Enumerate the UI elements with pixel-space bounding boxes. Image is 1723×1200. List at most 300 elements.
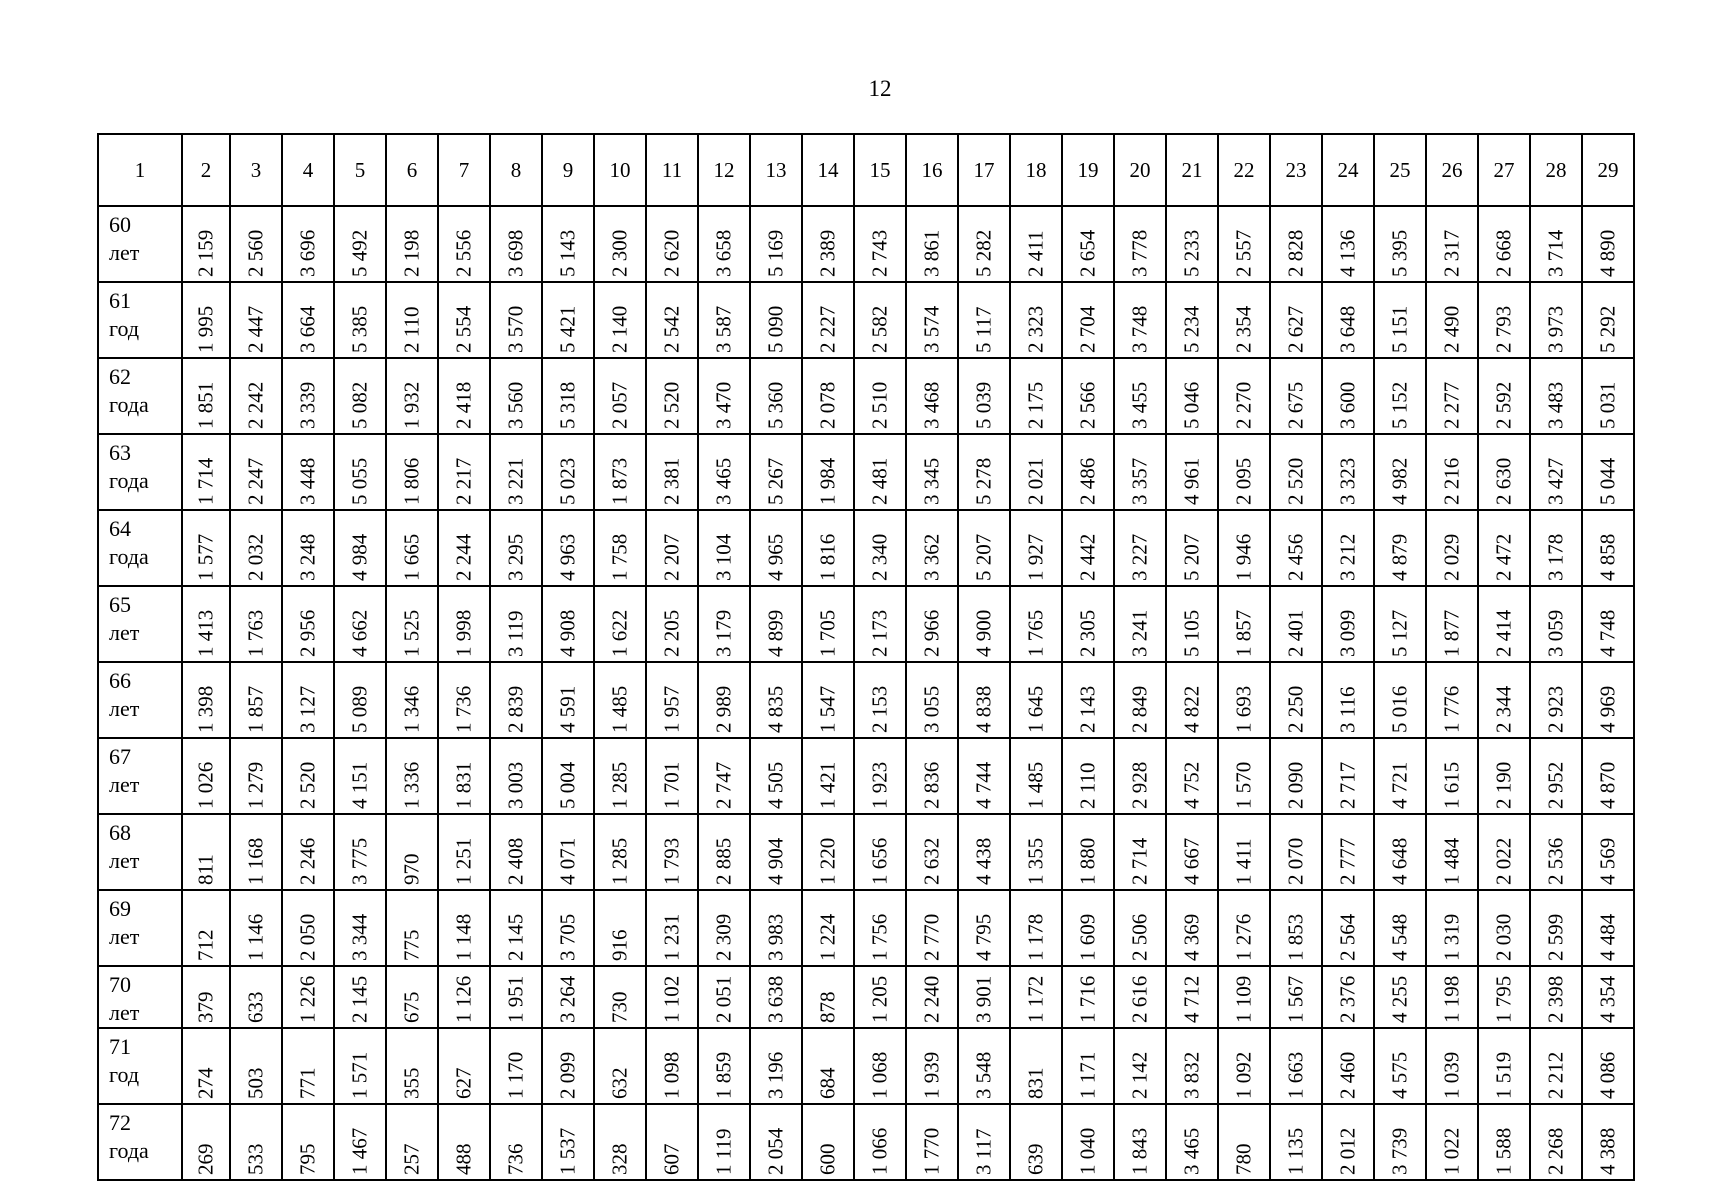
cell-value: 2 885: [711, 837, 736, 885]
table-cell: [334, 966, 386, 1028]
table-cell: [230, 434, 282, 510]
table-cell: [542, 738, 594, 814]
table-cell: [1530, 206, 1582, 282]
cell-value: 5 090: [763, 305, 788, 353]
table-cell: [802, 662, 854, 738]
table-cell: [906, 282, 958, 358]
table-cell: [802, 738, 854, 814]
cell-value: 712: [193, 929, 218, 961]
age-label: [98, 510, 182, 586]
table-cell: [802, 282, 854, 358]
table-cell: [1010, 358, 1062, 434]
table-cell: [594, 586, 646, 662]
cell-value: 3 227: [1127, 533, 1152, 581]
table-cell: [386, 206, 438, 282]
table-cell: [1114, 282, 1166, 358]
cell-value: 780: [1231, 1143, 1256, 1175]
cell-value: 2 323: [1023, 305, 1048, 353]
table-cell: [1062, 206, 1114, 282]
cell-value: 3 345: [919, 457, 944, 505]
cell-value: 1 355: [1023, 837, 1048, 885]
cell-value: 4 255: [1387, 975, 1412, 1023]
table-cell: [906, 1104, 958, 1180]
cell-value: 878: [815, 991, 840, 1023]
table-cell: [1270, 1028, 1322, 1104]
cell-value: 2 205: [659, 609, 684, 657]
table-cell: [230, 358, 282, 434]
cell-value: 2 143: [1075, 685, 1100, 733]
cell-value: 5 031: [1595, 381, 1620, 429]
cell-value: 1 109: [1231, 975, 1256, 1023]
table-cell: [958, 890, 1010, 966]
cell-value: 3 465: [711, 457, 736, 505]
table-cell: [646, 814, 698, 890]
table-cell: [1582, 1104, 1634, 1180]
cell-value: 1 763: [243, 609, 268, 657]
table-cell: [854, 434, 906, 510]
table-cell: [282, 662, 334, 738]
cell-value: 2 566: [1075, 381, 1100, 429]
table-cell: [1166, 1028, 1218, 1104]
table-cell: [182, 814, 230, 890]
cell-value: 1 039: [1439, 1051, 1464, 1099]
cell-value: 3 832: [1179, 1051, 1204, 1099]
cell-value: 2 217: [451, 457, 476, 505]
cell-value: 1 927: [1023, 533, 1048, 581]
column-header-8: 8: [490, 134, 542, 206]
cell-value: 2 408: [503, 837, 528, 885]
table-cell: [1374, 738, 1426, 814]
age-unit: год: [109, 316, 140, 341]
cell-value: 1 984: [815, 457, 840, 505]
cell-value: 4 548: [1387, 913, 1412, 961]
table-cell: [1114, 738, 1166, 814]
header-row: [98, 134, 1634, 206]
table-row: [98, 282, 1634, 358]
cell-value: 2 675: [1283, 381, 1308, 429]
column-header-1: 1: [98, 134, 182, 206]
cell-value: 4 354: [1595, 975, 1620, 1023]
cell-value: 5 234: [1179, 305, 1204, 353]
cell-value: 2 542: [659, 305, 684, 353]
cell-value: 2 632: [919, 837, 944, 885]
cell-value: 2 714: [1127, 837, 1152, 885]
column-header-15: 15: [854, 134, 906, 206]
table-cell: [1114, 434, 1166, 510]
table-cell: [334, 738, 386, 814]
cell-value: 5 282: [971, 229, 996, 277]
table-cell: [230, 814, 282, 890]
cell-value: 2 743: [867, 229, 892, 277]
table-cell: [1010, 434, 1062, 510]
cell-value: 1 567: [1283, 975, 1308, 1023]
table-cell: [182, 1028, 230, 1104]
table-cell: [282, 586, 334, 662]
table-cell: [1166, 890, 1218, 966]
table-cell: [750, 586, 802, 662]
age-label: [98, 814, 182, 890]
cell-value: 1 319: [1439, 913, 1464, 961]
table-cell: [438, 890, 490, 966]
table-cell: [334, 814, 386, 890]
cell-value: 1 102: [659, 975, 684, 1023]
cell-value: 1 022: [1439, 1127, 1464, 1175]
table-cell: [1322, 662, 1374, 738]
table-cell: [334, 890, 386, 966]
table-row: [98, 434, 1634, 510]
table-cell: [1010, 282, 1062, 358]
cell-value: 1 622: [607, 609, 632, 657]
cell-value: 5 169: [763, 229, 788, 277]
cell-value: 2 770: [919, 913, 944, 961]
cell-value: 1 816: [815, 533, 840, 581]
cell-value: 2 989: [711, 685, 736, 733]
column-header-7: 7: [438, 134, 490, 206]
cell-value: 1 525: [399, 609, 424, 657]
table-cell: [854, 586, 906, 662]
table-cell: [698, 1104, 750, 1180]
cell-value: 5 117: [971, 306, 996, 353]
table-cell: [646, 282, 698, 358]
cell-value: 3 748: [1127, 305, 1152, 353]
table-cell: [1426, 662, 1478, 738]
table-cell: [646, 966, 698, 1028]
cell-value: 2 460: [1335, 1051, 1360, 1099]
table-cell: [1062, 586, 1114, 662]
cell-value: 795: [295, 1143, 320, 1175]
table-cell: [490, 510, 542, 586]
table-cell: [542, 1104, 594, 1180]
table-cell: [854, 814, 906, 890]
cell-value: 2 145: [503, 913, 528, 961]
table-cell: [1270, 206, 1322, 282]
column-header-22: 22: [1218, 134, 1270, 206]
table-cell: [1062, 738, 1114, 814]
column-header-14: 14: [802, 134, 854, 206]
cell-value: 1 519: [1491, 1051, 1516, 1099]
cell-value: 3 455: [1127, 381, 1152, 429]
table-cell: [282, 738, 334, 814]
table-cell: [1374, 510, 1426, 586]
column-header-4: 4: [282, 134, 334, 206]
table-cell: [646, 1028, 698, 1104]
table-cell: [490, 282, 542, 358]
cell-value: 3 003: [503, 761, 528, 809]
table-cell: [1478, 358, 1530, 434]
cell-value: 3 104: [711, 533, 736, 581]
cell-value: 2 564: [1335, 913, 1360, 961]
table-cell: [1322, 586, 1374, 662]
table-cell: [1426, 434, 1478, 510]
cell-value: 1 716: [1075, 975, 1100, 1023]
cell-value: 1 026: [193, 761, 218, 809]
age-unit: лет: [109, 696, 140, 721]
table-cell: [906, 1028, 958, 1104]
table-cell: [1374, 434, 1426, 510]
cell-value: 1 765: [1023, 609, 1048, 657]
table-cell: [438, 206, 490, 282]
table-cell: [1270, 662, 1322, 738]
age-value: 67: [109, 744, 131, 769]
table-cell: [1478, 966, 1530, 1028]
table-cell: [854, 206, 906, 282]
cell-value: 2 556: [451, 229, 476, 277]
table-cell: [386, 890, 438, 966]
cell-value: 2 717: [1335, 761, 1360, 809]
cell-value: 5 089: [347, 685, 372, 733]
table-cell: [698, 890, 750, 966]
table-cell: [1426, 966, 1478, 1028]
cell-value: 355: [399, 1067, 424, 1099]
table-cell: [1010, 206, 1062, 282]
cell-value: 2 070: [1283, 837, 1308, 885]
cell-value: 1 663: [1283, 1051, 1308, 1099]
table-cell: [334, 662, 386, 738]
age-unit: лет: [109, 620, 140, 645]
cell-value: 2 506: [1127, 913, 1152, 961]
table-cell: [1478, 282, 1530, 358]
table-row: [98, 510, 1634, 586]
table-cell: [1270, 1104, 1322, 1180]
cell-value: 639: [1023, 1143, 1048, 1175]
cell-value: 970: [399, 853, 424, 885]
cell-value: 5 055: [347, 457, 372, 505]
cell-value: 503: [243, 1067, 268, 1099]
table-cell: [386, 1028, 438, 1104]
cell-value: 4 369: [1179, 913, 1204, 961]
table-cell: [1530, 814, 1582, 890]
cell-value: 736: [503, 1143, 528, 1175]
cell-value: 1 995: [193, 305, 218, 353]
table-cell: [958, 738, 1010, 814]
cell-value: 1 205: [867, 975, 892, 1023]
table-cell: [1426, 358, 1478, 434]
column-header-3: 3: [230, 134, 282, 206]
table-cell: [1582, 738, 1634, 814]
cell-value: 632: [607, 1067, 632, 1099]
cell-value: 2 110: [399, 306, 424, 353]
cell-value: 2 145: [347, 975, 372, 1023]
cell-value: 4 870: [1595, 761, 1620, 809]
cell-value: 5 044: [1595, 457, 1620, 505]
cell-value: 2 381: [659, 457, 684, 505]
cell-value: 2 592: [1491, 381, 1516, 429]
column-header-29: 29: [1582, 134, 1634, 206]
cell-value: 1 853: [1283, 913, 1308, 961]
table-cell: [1166, 966, 1218, 1028]
table-cell: [1374, 890, 1426, 966]
table-cell: [854, 662, 906, 738]
table-cell: [230, 282, 282, 358]
column-header-18: 18: [1010, 134, 1062, 206]
table-cell: [182, 890, 230, 966]
cell-value: 2 242: [243, 381, 268, 429]
table-cell: [1582, 1028, 1634, 1104]
cell-value: 4 965: [763, 533, 788, 581]
cell-value: 2 828: [1283, 229, 1308, 277]
table-cell: [1582, 662, 1634, 738]
table-cell: [1478, 1028, 1530, 1104]
cell-value: 3 264: [555, 975, 580, 1023]
cell-value: 4 858: [1595, 533, 1620, 581]
cell-value: 3 357: [1127, 457, 1152, 505]
cell-value: 1 224: [815, 913, 840, 961]
cell-value: 2 207: [659, 533, 684, 581]
table-cell: [182, 738, 230, 814]
table-cell: [386, 510, 438, 586]
table-cell: [958, 282, 1010, 358]
table-cell: [386, 282, 438, 358]
cell-value: 1 756: [867, 913, 892, 961]
table-cell: [1166, 206, 1218, 282]
column-header-16: 16: [906, 134, 958, 206]
cell-value: 2 560: [243, 229, 268, 277]
table-cell: [334, 358, 386, 434]
cell-value: 675: [399, 991, 424, 1023]
cell-value: 3 465: [1179, 1127, 1204, 1175]
table-cell: [698, 434, 750, 510]
cell-value: 4 982: [1387, 457, 1412, 505]
cell-value: 2 246: [295, 837, 320, 885]
cell-value: 2 153: [867, 685, 892, 733]
cell-value: 1 877: [1439, 609, 1464, 657]
cell-value: 2 300: [607, 229, 632, 277]
cell-value: 1 231: [659, 913, 684, 961]
table-cell: [282, 358, 334, 434]
column-header-17: 17: [958, 134, 1010, 206]
cell-value: 2 354: [1231, 305, 1256, 353]
table-cell: [958, 662, 1010, 738]
table-cell: [802, 966, 854, 1028]
table-cell: [1374, 282, 1426, 358]
table-cell: [1218, 358, 1270, 434]
table-cell: [1010, 966, 1062, 1028]
cell-value: 2 582: [867, 305, 892, 353]
table-cell: [698, 358, 750, 434]
table-cell: [1218, 814, 1270, 890]
cell-value: 5 127: [1387, 609, 1412, 657]
table-cell: [542, 662, 594, 738]
table-cell: [386, 434, 438, 510]
table-cell: [802, 206, 854, 282]
table-cell: [490, 1104, 542, 1180]
age-unit: год: [109, 1062, 140, 1087]
table-cell: [646, 358, 698, 434]
cell-value: 2 414: [1491, 609, 1516, 657]
column-header-12: 12: [698, 134, 750, 206]
table-cell: [230, 738, 282, 814]
column-header-27: 27: [1478, 134, 1530, 206]
table-cell: [698, 738, 750, 814]
table-cell: [958, 966, 1010, 1028]
table-cell: [906, 510, 958, 586]
table-cell: [1530, 510, 1582, 586]
cell-value: 2 376: [1335, 975, 1360, 1023]
cell-value: 4 569: [1595, 837, 1620, 885]
table-cell: [438, 358, 490, 434]
cell-value: 2 022: [1491, 837, 1516, 885]
table-cell: [594, 510, 646, 586]
cell-value: 775: [399, 929, 424, 961]
cell-value: 1 285: [607, 837, 632, 885]
cell-value: 2 389: [815, 229, 840, 277]
table-cell: [1322, 206, 1374, 282]
table-cell: [594, 662, 646, 738]
cell-value: 2 836: [919, 761, 944, 809]
age-label: [98, 586, 182, 662]
table-cell: [594, 1104, 646, 1180]
table-cell: [958, 1104, 1010, 1180]
table-cell: [1270, 966, 1322, 1028]
cell-value: 3 059: [1543, 609, 1568, 657]
table-cell: [646, 206, 698, 282]
table-cell: [282, 890, 334, 966]
cell-value: 5 421: [555, 305, 580, 353]
table-cell: [282, 206, 334, 282]
cell-value: 488: [451, 1143, 476, 1175]
cell-value: 2 227: [815, 305, 840, 353]
table-cell: [1530, 358, 1582, 434]
table-cell: [958, 434, 1010, 510]
table-cell: [1322, 890, 1374, 966]
table-cell: [1426, 1104, 1478, 1180]
table-cell: [1270, 890, 1322, 966]
cell-value: 1 701: [659, 761, 684, 809]
cell-value: 3 548: [971, 1051, 996, 1099]
table-cell: [1114, 358, 1166, 434]
table-cell: [698, 814, 750, 890]
table-cell: [1218, 206, 1270, 282]
cell-value: 1 880: [1075, 837, 1100, 885]
table-cell: [438, 662, 490, 738]
table-cell: [1322, 358, 1374, 434]
table-row: [98, 966, 1634, 1028]
cell-value: 607: [659, 1143, 684, 1175]
table-cell: [750, 206, 802, 282]
cell-value: 2 472: [1491, 533, 1516, 581]
cell-value: 3 323: [1335, 457, 1360, 505]
table-cell: [1322, 282, 1374, 358]
column-header-20: 20: [1114, 134, 1166, 206]
table-cell: [1062, 1028, 1114, 1104]
cell-value: 3 248: [295, 533, 320, 581]
table-cell: [1114, 586, 1166, 662]
cell-value: 3 778: [1127, 229, 1152, 277]
table-cell: [906, 738, 958, 814]
table-cell: [1010, 738, 1062, 814]
table-cell: [1062, 814, 1114, 890]
table-cell: [1010, 662, 1062, 738]
table-cell: [1322, 1028, 1374, 1104]
table-cell: [646, 662, 698, 738]
cell-value: 4 575: [1387, 1051, 1412, 1099]
cell-value: 1 951: [503, 975, 528, 1023]
cell-value: 3 196: [763, 1051, 788, 1099]
table-cell: [1114, 814, 1166, 890]
cell-value: 1 609: [1075, 913, 1100, 961]
cell-value: 3 587: [711, 305, 736, 353]
table-cell: [1166, 1104, 1218, 1180]
table-cell: [698, 1028, 750, 1104]
cell-value: 5 039: [971, 381, 996, 429]
cell-value: 5 082: [347, 381, 372, 429]
table-cell: [1114, 890, 1166, 966]
table-cell: [1114, 510, 1166, 586]
cell-value: 2 173: [867, 609, 892, 657]
cell-value: 1 547: [815, 685, 840, 733]
cell-value: 3 775: [347, 837, 372, 885]
table-cell: [1582, 510, 1634, 586]
